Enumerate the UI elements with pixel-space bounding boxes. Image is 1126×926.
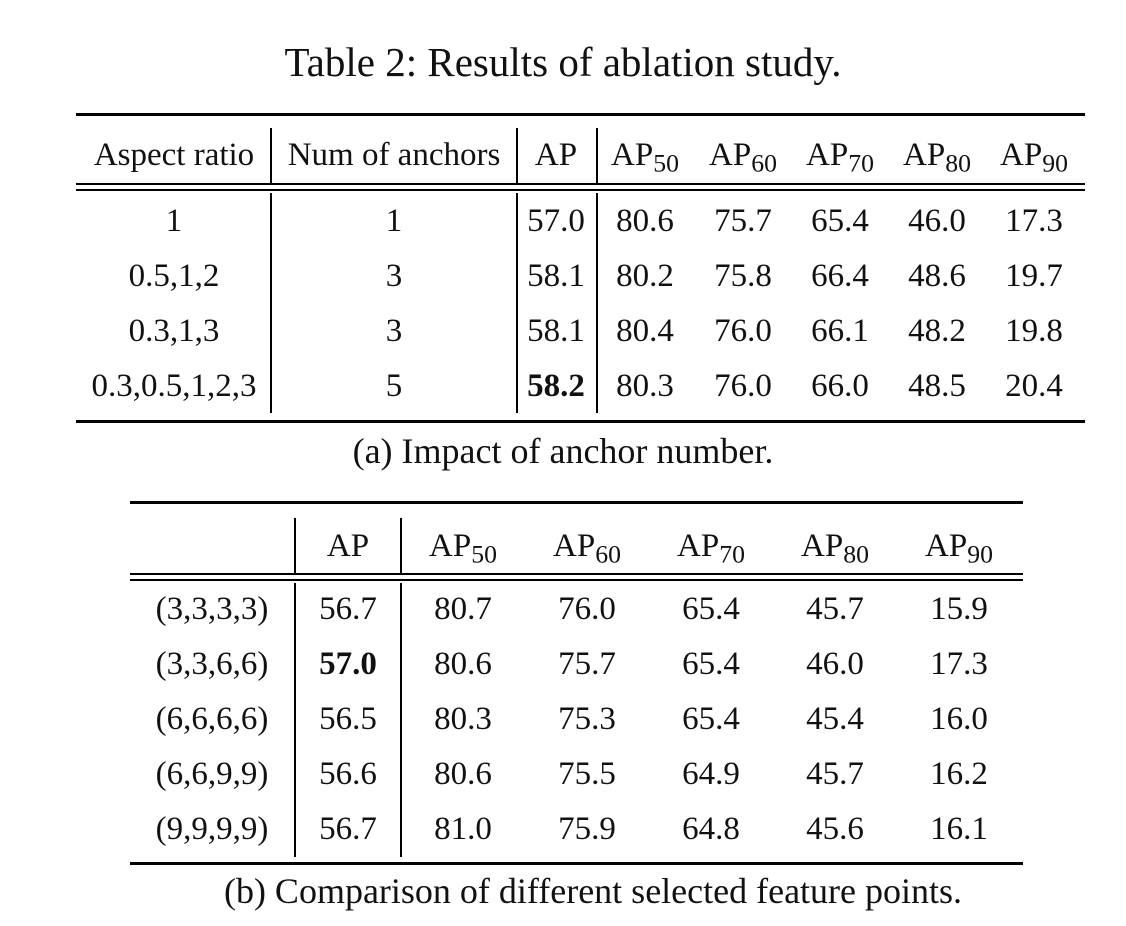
table-b-header-ap90: $AP_{90}$ xyxy=(925,528,993,569)
cell-ap50: 80.2 xyxy=(616,258,674,294)
table-a-header-num-anchors: Num of anchors xyxy=(287,137,501,173)
cell-ap80: 46.0 xyxy=(806,646,864,682)
cell-ap-best: 57.0 xyxy=(319,646,377,682)
cell-ap70: 65.4 xyxy=(682,701,740,737)
table-b-caption: (b) Comparison of different selected feature points. xyxy=(223,871,963,911)
cell-config: (6,6,6,6) xyxy=(155,701,269,737)
table-a-bottom-rule xyxy=(76,420,1085,423)
table-b-bottom-rule xyxy=(130,862,1023,865)
cell-ap80: 48.6 xyxy=(908,258,966,294)
cell-ap60: 75.3 xyxy=(558,701,616,737)
cell-ap50: 80.3 xyxy=(434,701,492,737)
cell-ap70: 65.4 xyxy=(682,646,740,682)
cell-config: (3,3,3,3) xyxy=(155,591,269,627)
cell-ap90: 15.9 xyxy=(930,591,988,627)
table-b-vline-1 xyxy=(294,518,296,575)
cell-ap70: 64.8 xyxy=(682,811,740,847)
table-a-header-rule-1 xyxy=(76,183,1085,185)
cell-aspect-ratio: 1 xyxy=(165,203,183,239)
table-b-header-rule-1 xyxy=(130,573,1023,575)
cell-config: (9,9,9,9) xyxy=(155,811,269,847)
cell-ap90: 19.7 xyxy=(1005,258,1063,294)
table-b-header-rule-2 xyxy=(130,579,1023,581)
cell-ap50: 80.6 xyxy=(616,203,674,239)
cell-ap60: 76.0 xyxy=(714,313,772,349)
cell-aspect-ratio: 0.3,0.5,1,2,3 xyxy=(91,368,257,404)
table-a-vline-1 xyxy=(270,128,272,185)
cell-ap70: 66.4 xyxy=(811,258,869,294)
cell-ap80: 45.7 xyxy=(806,591,864,627)
cell-num-anchors: 5 xyxy=(385,368,403,404)
cell-ap80: 45.7 xyxy=(806,756,864,792)
cell-ap70: 65.4 xyxy=(682,591,740,627)
table-a-header-ap: AP xyxy=(534,137,578,173)
cell-num-anchors: 1 xyxy=(385,203,403,239)
cell-ap80: 46.0 xyxy=(908,203,966,239)
cell-aspect-ratio: 0.3,1,3 xyxy=(128,313,220,349)
table-b-header-ap70: $AP_{70}$ xyxy=(677,528,745,569)
cell-ap60: 76.0 xyxy=(558,591,616,627)
cell-ap: 56.5 xyxy=(319,701,377,737)
cell-ap: 56.6 xyxy=(319,756,377,792)
table-b-header-ap60: $AP_{60}$ xyxy=(553,528,621,569)
cell-num-anchors: 3 xyxy=(385,313,403,349)
table-a-top-rule xyxy=(76,113,1085,116)
cell-ap70: 66.0 xyxy=(811,368,869,404)
cell-ap80: 45.4 xyxy=(806,701,864,737)
cell-ap50: 80.6 xyxy=(434,646,492,682)
table-a-header-ap80: $AP_{80}$ xyxy=(903,137,971,178)
table-a-header-ap90: $AP_{90}$ xyxy=(1000,137,1068,178)
cell-ap60: 75.9 xyxy=(558,811,616,847)
cell-ap: 58.1 xyxy=(527,258,585,294)
cell-ap90: 20.4 xyxy=(1005,368,1063,404)
cell-ap90: 16.0 xyxy=(930,701,988,737)
table-a-vline-2b xyxy=(516,193,518,413)
cell-ap60: 75.7 xyxy=(558,646,616,682)
cell-ap90: 17.3 xyxy=(1005,203,1063,239)
cell-ap70: 64.9 xyxy=(682,756,740,792)
table-b-vline-2 xyxy=(400,518,402,575)
table-a-vline-2 xyxy=(516,128,518,185)
cell-ap60: 75.7 xyxy=(714,203,772,239)
cell-ap60: 76.0 xyxy=(714,368,772,404)
table-a-caption: (a) Impact of anchor number. xyxy=(352,431,774,471)
table-a-header-rule-2 xyxy=(76,189,1085,191)
cell-ap50: 80.6 xyxy=(434,756,492,792)
cell-ap80: 48.2 xyxy=(908,313,966,349)
table-a-header-ap60: $AP_{60}$ xyxy=(709,137,777,178)
cell-ap50: 80.3 xyxy=(616,368,674,404)
table-b-header-ap50: $AP_{50}$ xyxy=(429,528,497,569)
cell-ap60: 75.5 xyxy=(558,756,616,792)
cell-num-anchors: 3 xyxy=(385,258,403,294)
cell-ap90: 17.3 xyxy=(930,646,988,682)
cell-ap70: 65.4 xyxy=(811,203,869,239)
table-b-header-ap: AP xyxy=(326,528,370,564)
table-a-vline-3 xyxy=(596,128,598,185)
table-b-vline-1b xyxy=(294,583,296,857)
table-title: Table 2: Results of ablation study. xyxy=(284,39,842,85)
table-a-header-ap70: $AP_{70}$ xyxy=(806,137,874,178)
cell-ap-best: 58.2 xyxy=(527,368,585,404)
cell-ap90: 19.8 xyxy=(1005,313,1063,349)
cell-ap50: 81.0 xyxy=(434,811,492,847)
table-a-header-ap50: $AP_{50}$ xyxy=(611,137,679,178)
cell-ap: 57.0 xyxy=(527,203,585,239)
cell-ap90: 16.2 xyxy=(930,756,988,792)
cell-ap50: 80.7 xyxy=(434,591,492,627)
cell-ap50: 80.4 xyxy=(616,313,674,349)
table-b-top-rule xyxy=(130,501,1023,504)
cell-ap90: 16.1 xyxy=(930,811,988,847)
cell-config: (6,6,9,9) xyxy=(155,756,269,792)
cell-ap: 56.7 xyxy=(319,811,377,847)
cell-aspect-ratio: 0.5,1,2 xyxy=(128,258,220,294)
table-b-header-ap80: $AP_{80}$ xyxy=(801,528,869,569)
cell-ap: 58.1 xyxy=(527,313,585,349)
table-a-vline-1b xyxy=(270,193,272,413)
table-b-vline-2b xyxy=(400,583,402,857)
cell-ap80: 45.6 xyxy=(806,811,864,847)
cell-ap60: 75.8 xyxy=(714,258,772,294)
table-a-header-aspect-ratio: Aspect ratio xyxy=(93,137,255,173)
cell-ap80: 48.5 xyxy=(908,368,966,404)
cell-ap: 56.7 xyxy=(319,591,377,627)
cell-config: (3,3,6,6) xyxy=(155,646,269,682)
cell-ap70: 66.1 xyxy=(811,313,869,349)
